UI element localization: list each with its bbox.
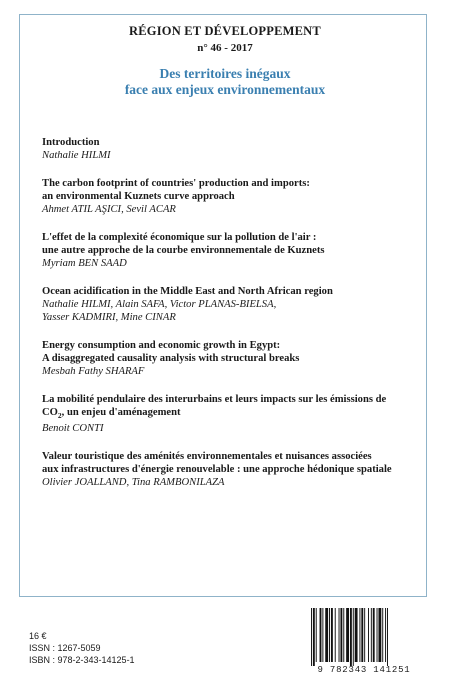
issue-number: n° 46 - 2017 <box>197 42 253 54</box>
barcode-bar <box>359 608 360 662</box>
barcode-bar <box>385 608 386 662</box>
toc-entry-complexite-economique <box>42 231 408 270</box>
barcode-bars <box>305 606 423 666</box>
toc-entry-title <box>42 393 408 422</box>
toc-entry-author-line-2: Yasser KADMIRI, Mine CINAR <box>42 312 176 323</box>
toc-entry-carbon-footprint <box>42 177 408 216</box>
barcode-bar <box>343 608 344 662</box>
co2-subscript: 2 <box>57 411 62 421</box>
toc-entry-title: Ocean acidification in the Middle East and North African region <box>42 286 333 297</box>
barcode-bar <box>355 608 358 662</box>
toc-entry-title <box>42 450 408 476</box>
barcode <box>305 606 423 676</box>
barcode-bar <box>339 608 340 662</box>
isbn: ISBN : 978-2-343-14125-1 <box>29 655 135 665</box>
barcode-bar <box>313 608 315 666</box>
barcode-bar <box>320 608 322 662</box>
toc-entry-title-line-2: aux infrastructures d'énergie renouvelable : une approche hédonique spatiale <box>42 464 392 476</box>
journal-name: RÉGION ET DÉVELOPPEMENT <box>129 24 321 38</box>
barcode-bar <box>335 608 336 662</box>
barcode-bar <box>346 608 349 662</box>
barcode-bar <box>371 608 372 662</box>
issue-title-line-1: Des territoires inégaux <box>159 66 291 81</box>
toc-entry-author: Nathalie HILMI <box>42 150 111 161</box>
toc-entry-title-rest: , un enjeu d'aménagement <box>61 407 181 418</box>
co2-symbol: CO <box>42 407 58 418</box>
toc-entry-title: Introduction <box>42 137 100 148</box>
barcode-bar <box>368 608 369 662</box>
barcode-bar <box>373 608 375 662</box>
toc-entry-title-line-1: Valeur touristique des aménités environnementales et nuisances associées <box>42 451 372 463</box>
table-of-contents <box>42 136 408 504</box>
issn: ISSN : 1267-5059 <box>29 643 101 653</box>
price: 16 € <box>29 631 47 641</box>
toc-entry-author: Myriam BEN SAAD <box>42 258 127 269</box>
barcode-bar <box>350 608 352 666</box>
barcode-bar <box>377 608 378 662</box>
barcode-bar <box>353 608 354 666</box>
toc-entry-author: Ahmet ATIL AŞICI, Sevil ACAR <box>42 204 176 215</box>
barcode-bar <box>311 608 312 666</box>
toc-entry-title <box>42 339 408 365</box>
toc-entry-title-line-1: The carbon footprint of countries' production and imports: <box>42 178 310 189</box>
toc-entry-author: Mesbah Fathy SHARAF <box>42 366 145 377</box>
toc-entry-author: Benoit CONTI <box>42 423 104 435</box>
toc-entry-title-line-2: A disaggregated causality analysis with structural breaks <box>42 353 300 364</box>
barcode-bar <box>331 608 333 662</box>
toc-entry-title-line-2: une autre approche de la courbe environnementale de Kuznets <box>42 245 325 256</box>
toc-entry-title-line-1: L'effet de la complexité économique sur la pollution de l'air : <box>42 232 317 243</box>
toc-entry-valeur-touristique <box>42 450 408 489</box>
barcode-number: 9 782343 141251 <box>317 665 411 675</box>
barcode-bar <box>325 608 328 662</box>
toc-entry-energy-consumption <box>42 339 408 378</box>
barcode-bar <box>316 608 317 662</box>
barcode-bar <box>364 608 365 662</box>
barcode-bar <box>378 608 381 662</box>
toc-entry-introduction <box>42 136 408 162</box>
toc-entry-ocean-acidification <box>42 285 408 324</box>
issue-title <box>0 66 450 98</box>
toc-entry-title-line-2: an environmental Kuznets curve approach <box>42 191 235 202</box>
toc-entry-title-line-1: La mobilité pendulaire des interurbains et leurs impacts sur les émissions de <box>42 394 387 405</box>
toc-entry-title-line-1: Energy consumption and economic growth in Egypt: <box>42 340 281 351</box>
barcode-bar <box>361 608 363 662</box>
barcode-bar <box>382 608 383 662</box>
barcode-bar <box>322 608 323 662</box>
toc-entry-title-line-2 <box>42 406 408 422</box>
toc-entry-author: Olivier JOALLAND, Tina RAMBONILAZA <box>42 477 225 489</box>
barcode-bar <box>340 608 342 662</box>
barcode-bar <box>329 608 330 662</box>
issue-title-line-2: face aux enjeux environnementaux <box>124 82 326 97</box>
toc-entry-mobilite-pendulaire <box>42 393 408 435</box>
toc-entry-title <box>42 177 408 203</box>
toc-entry-author-line-1: Nathalie HILMI, Alain SAFA, Victor PLANAS-BIELSA, <box>42 299 277 310</box>
barcode-bar <box>387 608 388 666</box>
toc-entry-author <box>42 298 408 324</box>
toc-entry-title <box>42 231 408 257</box>
